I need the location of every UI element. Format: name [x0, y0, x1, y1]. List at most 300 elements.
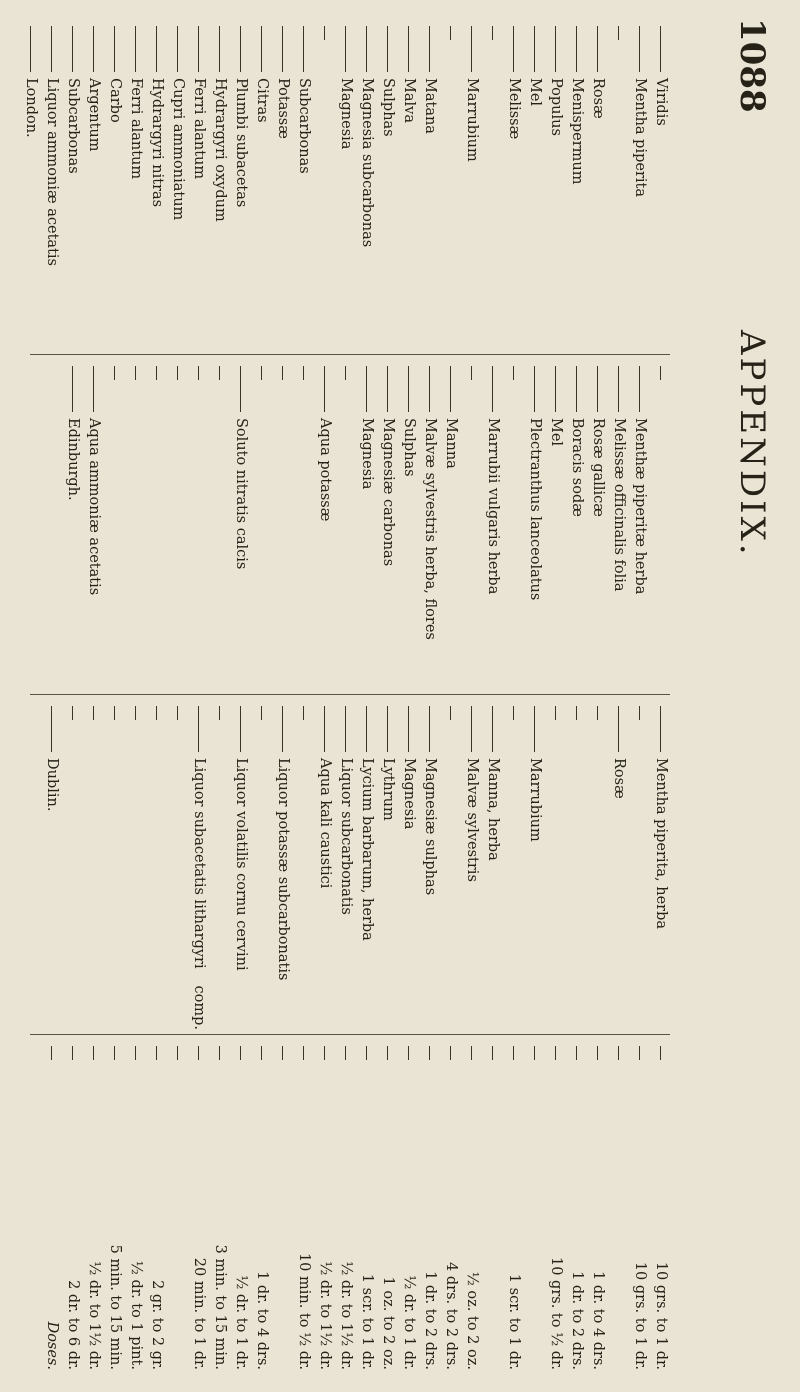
table-row — [106, 20, 124, 350]
entry-text: Magnesiæ sulphas — [422, 758, 438, 896]
empty-dash — [304, 1046, 305, 1060]
empty-dash — [577, 1046, 578, 1060]
table-row — [568, 1040, 586, 1370]
leader-dash — [346, 26, 347, 72]
empty-dash — [94, 706, 95, 720]
entry-text: Liquor ammoniæ acetatis — [44, 78, 60, 266]
leader-dash — [304, 26, 305, 72]
table-row — [232, 360, 250, 690]
table-row — [85, 20, 103, 350]
table-row — [85, 360, 103, 690]
leader-dash — [199, 706, 200, 752]
entry-text: Matana — [422, 78, 438, 134]
table-row — [631, 20, 649, 350]
entry-text: Ferri alantum — [128, 78, 144, 180]
table-row — [253, 1040, 271, 1370]
entry-text: Plumbi subacetas — [233, 78, 249, 208]
table-row — [652, 360, 670, 690]
dose-text: 1 scr. to 1 dr. — [506, 1273, 522, 1370]
empty-dash — [661, 1046, 662, 1060]
synonym-table — [23, 20, 670, 1370]
entry-text: Mentha piperita, herba — [653, 758, 669, 930]
entry-text: Liquor subcarbonatis — [338, 758, 354, 915]
empty-dash — [304, 366, 305, 380]
leader-dash — [157, 26, 158, 72]
leader-dash — [451, 366, 452, 412]
table-row — [589, 360, 607, 690]
table-row — [442, 20, 460, 350]
table-row — [295, 360, 313, 690]
table-row — [631, 1040, 649, 1370]
table-row — [274, 700, 292, 1030]
empty-dash — [661, 366, 662, 380]
table-row — [316, 360, 334, 690]
empty-dash — [514, 366, 515, 380]
table-row — [337, 1040, 355, 1370]
table-row — [547, 360, 565, 690]
table-row — [106, 700, 124, 1030]
table-row — [589, 700, 607, 1030]
empty-dash — [619, 26, 620, 40]
empty-dash — [640, 1046, 641, 1060]
leader-dash — [661, 706, 662, 752]
table-row — [127, 1040, 145, 1370]
table-row — [421, 360, 439, 690]
dose-text: 10 grs. to 1 dr. — [653, 1261, 669, 1370]
table-row — [316, 20, 334, 350]
entry-text: Aqua ammoniæ acetatis — [86, 418, 102, 596]
table-row — [484, 1040, 502, 1370]
table-row — [568, 20, 586, 350]
dose-text: 4 drs. to 2 drs. — [443, 1262, 459, 1370]
table-row — [463, 700, 481, 1030]
empty-dash — [136, 706, 137, 720]
leader-dash — [367, 366, 368, 412]
table-row — [295, 1040, 313, 1370]
leader-dash — [493, 366, 494, 412]
leader-dash — [430, 366, 431, 412]
entry-text: Mel — [548, 418, 564, 447]
table-row — [442, 700, 460, 1030]
dose-text: 3 min. to 15 min. — [212, 1244, 228, 1370]
empty-dash — [493, 1046, 494, 1060]
table-row — [526, 700, 544, 1030]
table-row — [43, 20, 61, 350]
entry-text: Aqua kali caustici — [317, 758, 333, 889]
leader-dash — [493, 706, 494, 752]
table-column-2 — [30, 360, 670, 690]
table-row — [211, 1040, 229, 1370]
table-row — [211, 360, 229, 690]
entry-text: Populus — [548, 78, 564, 136]
empty-dash — [430, 1046, 431, 1060]
table-row — [505, 360, 523, 690]
table-row — [379, 360, 397, 690]
leader-dash — [31, 26, 32, 72]
table-row — [211, 700, 229, 1030]
table-row — [505, 700, 523, 1030]
table-row — [421, 20, 439, 350]
leader-dash — [388, 706, 389, 752]
empty-dash — [115, 366, 116, 380]
empty-dash — [52, 1046, 53, 1060]
table-row — [610, 360, 628, 690]
entry-text: Sulphas — [380, 78, 396, 137]
entry-text: Manna — [443, 418, 459, 469]
table-row — [127, 360, 145, 690]
leader-dash — [325, 366, 326, 412]
table-row — [85, 700, 103, 1030]
table-row — [442, 1040, 460, 1370]
leader-dash — [73, 366, 74, 412]
table-row — [463, 360, 481, 690]
empty-dash — [577, 706, 578, 720]
table-row — [190, 1040, 208, 1370]
empty-dash — [514, 706, 515, 720]
table-row — [547, 700, 565, 1030]
entry-text: Menispermum — [569, 78, 585, 185]
leader-dash — [430, 706, 431, 752]
page-heading: APPENDIX. — [732, 330, 772, 558]
table-row — [232, 1040, 250, 1370]
table-row — [253, 360, 271, 690]
empty-dash — [178, 366, 179, 380]
entry-text: Viridis — [653, 78, 669, 126]
entry-text: Potassæ — [275, 78, 291, 139]
table-row — [400, 20, 418, 350]
empty-dash — [115, 706, 116, 720]
table-row — [400, 1040, 418, 1370]
table-row — [337, 700, 355, 1030]
table-row — [106, 360, 124, 690]
empty-dash — [472, 366, 473, 380]
table-row — [190, 20, 208, 350]
dose-text: 10 min. to ½ dr. — [296, 1252, 312, 1370]
table-column-3 — [30, 700, 670, 1030]
empty-dash — [493, 26, 494, 40]
empty-dash — [178, 1046, 179, 1060]
leader-dash — [598, 366, 599, 412]
leader-dash — [409, 706, 410, 752]
dose-text: ½ oz. to 2 oz. — [464, 1271, 480, 1370]
entry-text: Manna, herba — [485, 758, 501, 861]
table-row — [358, 360, 376, 690]
empty-dash — [199, 366, 200, 380]
leader-dash — [640, 26, 641, 72]
empty-dash — [472, 1046, 473, 1060]
table-row — [610, 700, 628, 1030]
column-rule — [30, 1034, 670, 1035]
table-row — [274, 1040, 292, 1370]
dose-text: 1 dr. to 2 drs. — [569, 1271, 585, 1370]
dose-text: 2 dr. to 6 dr. — [65, 1280, 81, 1370]
table-row — [652, 20, 670, 350]
table-row — [337, 360, 355, 690]
entry-text: Hydrargyri oxydum — [212, 78, 228, 222]
dose-text: comp. — [191, 985, 207, 1030]
table-row — [274, 360, 292, 690]
leader-dash — [94, 366, 95, 412]
entry-text: Argentum — [86, 78, 102, 152]
table-row — [631, 700, 649, 1030]
entry-text: Menthæ piperitæ herba — [632, 418, 648, 595]
empty-dash — [556, 706, 557, 720]
table-row — [610, 20, 628, 350]
table-row — [379, 20, 397, 350]
empty-dash — [451, 26, 452, 40]
table-row — [631, 360, 649, 690]
empty-dash — [556, 1046, 557, 1060]
table-row — [64, 700, 82, 1030]
entry-text: Magnesia — [401, 758, 417, 830]
empty-dash — [451, 706, 452, 720]
dose-text: 1 dr. to 4 drs. — [254, 1271, 270, 1370]
entry-text: Marrubii vulgaris herba — [485, 418, 501, 595]
column-rule — [30, 694, 670, 695]
leader-dash — [367, 706, 368, 752]
table-row — [232, 20, 250, 350]
leader-dash — [241, 706, 242, 752]
entry-text: Aqua potassæ — [317, 418, 333, 522]
entry-text: Magnesia subcarbonas — [359, 78, 375, 248]
table-row — [400, 700, 418, 1030]
empty-dash — [73, 706, 74, 720]
empty-dash — [157, 366, 158, 380]
entry-text: Malvæ sylvestris herba, flores — [422, 418, 438, 640]
dose-text: 1 scr. to 1 dr. — [359, 1273, 375, 1370]
leader-dash — [388, 366, 389, 412]
empty-dash — [220, 706, 221, 720]
page-number: 1088 — [732, 18, 772, 113]
table-row — [484, 700, 502, 1030]
entry-text: Lythrum — [380, 758, 396, 821]
table-row — [421, 700, 439, 1030]
table-row — [589, 1040, 607, 1370]
entry-text: Liquor potassæ subcarbonatis — [275, 758, 291, 981]
empty-dash — [220, 1046, 221, 1060]
empty-dash — [325, 26, 326, 40]
dose-text: 10 grs. to ½ dr. — [548, 1257, 564, 1370]
table-row — [295, 700, 313, 1030]
table-row — [568, 700, 586, 1030]
entry-text: Subcarbonas — [296, 78, 312, 174]
table-row — [358, 700, 376, 1030]
empty-dash — [640, 706, 641, 720]
empty-dash — [346, 1046, 347, 1060]
empty-dash — [220, 366, 221, 380]
column-rule — [30, 354, 670, 355]
leader-dash — [619, 366, 620, 412]
table-row — [190, 360, 208, 690]
leader-dash — [535, 706, 536, 752]
entry-text: Boracis sodæ — [569, 418, 585, 517]
dose-text: ½ dr. to 1 dr. — [233, 1275, 249, 1370]
empty-dash — [178, 706, 179, 720]
leader-dash — [619, 706, 620, 752]
entry-text: Dublin. — [44, 758, 60, 812]
table-row — [169, 360, 187, 690]
entry-text: Hydrargyri nitras — [149, 78, 165, 208]
entry-text: Mentha piperita — [632, 78, 648, 198]
entry-text: Mel — [527, 78, 543, 107]
empty-dash — [451, 1046, 452, 1060]
dose-text: 5 min. to 15 min. — [107, 1244, 123, 1370]
leader-dash — [241, 26, 242, 72]
entry-text: Rosæ — [611, 758, 627, 799]
empty-dash — [157, 1046, 158, 1060]
table-row — [253, 700, 271, 1030]
table-row — [379, 700, 397, 1030]
leader-dash — [262, 26, 263, 72]
empty-dash — [136, 366, 137, 380]
running-head — [690, 0, 800, 1392]
table-row — [484, 360, 502, 690]
table-row — [463, 20, 481, 350]
entry-text: Rosæ gallicæ — [590, 418, 606, 517]
table-row — [274, 20, 292, 350]
table-row — [211, 20, 229, 350]
entry-text: Magnesia — [359, 418, 375, 490]
leader-dash — [514, 26, 515, 72]
table-column-1 — [23, 20, 670, 350]
empty-dash — [262, 366, 263, 380]
table-row — [316, 1040, 334, 1370]
table-row — [190, 700, 208, 1030]
entry-text: Melissæ officinalis folia — [611, 418, 627, 592]
entry-text: Cupri ammoniatum — [170, 78, 186, 221]
dose-text: Doses. — [44, 1321, 60, 1370]
table-row — [148, 20, 166, 350]
leader-dash — [283, 26, 284, 72]
leader-dash — [472, 706, 473, 752]
leader-dash — [598, 26, 599, 72]
dose-text: 1 dr. to 4 drs. — [590, 1271, 606, 1370]
empty-dash — [598, 1046, 599, 1060]
entry-text: Plectranthus lanceolatus — [527, 418, 543, 601]
table-row — [652, 1040, 670, 1370]
leader-dash — [325, 706, 326, 752]
entry-text: Magnesia — [338, 78, 354, 150]
empty-dash — [367, 1046, 368, 1060]
dose-text: 1 dr. to 2 drs. — [422, 1271, 438, 1370]
leader-dash — [661, 26, 662, 72]
entry-text: Liquor subacetatis lithargyri — [191, 758, 207, 969]
table-row — [547, 20, 565, 350]
leader-dash — [409, 26, 410, 72]
empty-dash — [346, 366, 347, 380]
empty-dash — [157, 706, 158, 720]
table-row — [358, 1040, 376, 1370]
table-row — [22, 20, 40, 350]
table-row — [610, 1040, 628, 1370]
leader-dash — [472, 26, 473, 72]
table-row — [421, 1040, 439, 1370]
leader-dash — [178, 26, 179, 72]
entry-text: Citras — [254, 78, 270, 123]
table-row — [484, 20, 502, 350]
dose-text: ½ dr. to 1½ dr. — [86, 1261, 102, 1370]
table-row — [358, 20, 376, 350]
table-row — [127, 700, 145, 1030]
leader-dash — [52, 706, 53, 752]
entry-text: Carbo — [107, 78, 123, 123]
leader-dash — [556, 366, 557, 412]
table-row — [148, 360, 166, 690]
dose-text: 10 grs. to 1 dr. — [632, 1261, 648, 1370]
table-row — [85, 1040, 103, 1370]
dose-text: 1 oz. to 2 oz. — [380, 1276, 396, 1370]
dose-text: 20 min. to 1 dr. — [191, 1257, 207, 1370]
entry-text: Malva — [401, 78, 417, 123]
table-row — [148, 700, 166, 1030]
leader-dash — [52, 26, 53, 72]
table-row — [337, 20, 355, 350]
leader-dash — [283, 706, 284, 752]
table-row — [505, 20, 523, 350]
leader-dash — [199, 26, 200, 72]
leader-dash — [136, 26, 137, 72]
empty-dash — [241, 1046, 242, 1060]
entry-text: Soluto nitratis calcis — [233, 418, 249, 570]
entry-text: Rosæ — [590, 78, 606, 119]
dose-text: ½ dr. to 1 dr. — [401, 1275, 417, 1370]
empty-dash — [115, 1046, 116, 1060]
entry-text: Liquor volatilis cornu cervini — [233, 758, 249, 971]
entry-text: Ferri alantum — [191, 78, 207, 180]
table-row — [526, 360, 544, 690]
dose-text: ½ dr. to 1½ dr. — [317, 1261, 333, 1370]
leader-dash — [367, 26, 368, 72]
table-row — [568, 360, 586, 690]
table-row — [295, 20, 313, 350]
leader-dash — [409, 366, 410, 412]
leader-dash — [640, 366, 641, 412]
table-row — [400, 360, 418, 690]
empty-dash — [283, 1046, 284, 1060]
empty-dash — [514, 1046, 515, 1060]
empty-dash — [304, 706, 305, 720]
table-row — [64, 1040, 82, 1370]
table-row — [652, 700, 670, 1030]
entry-text: Sulphas — [401, 418, 417, 477]
leader-dash — [577, 26, 578, 72]
entry-text: London. — [23, 78, 39, 138]
empty-dash — [73, 1046, 74, 1060]
leader-dash — [430, 26, 431, 72]
empty-dash — [598, 706, 599, 720]
dose-text: ½ dr. to 1 pint. — [128, 1260, 144, 1370]
table-row — [253, 20, 271, 350]
leader-dash — [220, 26, 221, 72]
entry-text: Edinburgh. — [65, 418, 81, 501]
empty-dash — [283, 366, 284, 380]
table-row — [127, 20, 145, 350]
empty-dash — [199, 1046, 200, 1060]
entry-text: Melissæ — [506, 78, 522, 140]
entry-text: Marrubium — [464, 78, 480, 162]
empty-dash — [409, 1046, 410, 1060]
table-row — [43, 1040, 61, 1370]
dose-text: 2 gr. to 2 gr. — [149, 1280, 165, 1370]
empty-dash — [325, 1046, 326, 1060]
table-row — [526, 20, 544, 350]
table-row — [106, 1040, 124, 1370]
leader-dash — [115, 26, 116, 72]
leader-dash — [241, 366, 242, 412]
empty-dash — [388, 1046, 389, 1060]
table-row — [316, 700, 334, 1030]
entry-text: Marrubium — [527, 758, 543, 842]
